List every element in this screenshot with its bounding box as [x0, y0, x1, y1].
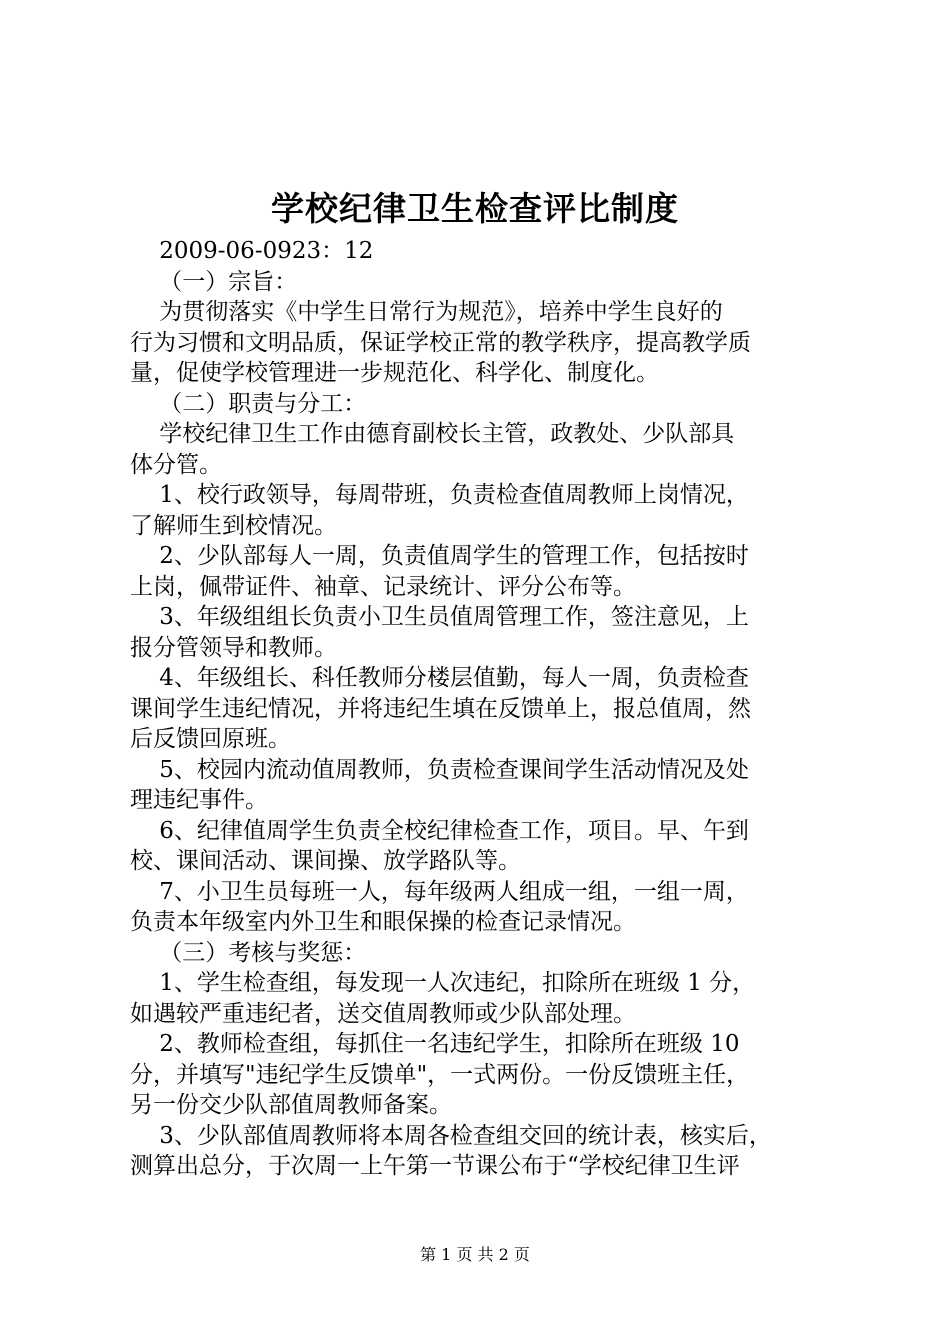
text-line: 4、年级组长、科任教师分楼层值勤，每人一周，负责检查: [130, 665, 749, 691]
text-line: 课间学生违纪情况，并将违纪生填在反馈单上，报总值周，然: [130, 695, 751, 722]
text-line: 理违纪事件。: [130, 787, 268, 813]
text-line: 2、教师检查组，每抓住一名违纪学生，扣除所在班级 10: [130, 1031, 740, 1057]
text-line: 测算出总分，于次周一上午第一节课公布于“学校纪律卫生评: [130, 1153, 740, 1179]
text-line: 1、校行政领导，每周带班，负责检查值周教师上岗情况，: [130, 482, 749, 508]
text-line: 3、年级组组长负责小卫生员值周管理工作，签注意见，上: [130, 604, 749, 630]
text-line: 负责本年级室内外卫生和眼保操的检查记录情况。: [130, 909, 636, 935]
text-line: （三）考核与奖惩：: [130, 939, 367, 966]
text-line: （一）宗旨：: [130, 268, 298, 295]
text-line: 另一份交少队部值周教师备案。: [130, 1092, 452, 1118]
text-line: 5、校园内流动值周教师，负责检查课间学生活动情况及处: [130, 756, 749, 783]
text-line: （二）职责与分工：: [130, 390, 367, 417]
document-title: 学校纪律卫生检查评比制度: [271, 189, 679, 228]
text-line: 2009-06-0923：12: [130, 238, 374, 264]
text-line: 学校纪律卫生工作由德育副校长主管，政教处、少队部具: [130, 421, 735, 447]
text-line: 6、纪律值周学生负责全校纪律检查工作，项目。早、午到: [130, 817, 749, 844]
text-line: 了解师生到校情况。: [130, 512, 337, 539]
text-line: 后反馈回原班。: [130, 726, 291, 752]
text-line: 分，并填写"违纪学生反馈单"，一式两份。一份反馈班主任，: [130, 1061, 750, 1088]
text-line: 如遇较严重违纪者，送交值周教师或少队部处理。: [130, 1000, 636, 1027]
text-line: 7、小卫生员每班一人，每年级两人组成一组，一组一周，: [130, 878, 749, 905]
text-line: 1、学生检查组，每发现一人次违纪，扣除所在班级 1 分，: [130, 970, 756, 996]
text-line: 量，促使学校管理进一步规范化、科学化、制度化。: [130, 360, 659, 386]
text-line: 为贯彻落实《中学生日常行为规范》，培养中学生良好的: [130, 299, 723, 325]
text-line: 上岗，佩带证件、袖章、记录统计、评分公布等。: [130, 573, 636, 600]
text-line: 2、少队部每人一周，负责值周学生的管理工作，包括按时: [130, 543, 749, 569]
text-line: 报分管领导和教师。: [130, 634, 337, 661]
text-line: 校、课间活动、课间操、放学路队等。: [130, 848, 521, 874]
text-line: 3、少队部值周教师将本周各检查组交回的统计表，核实后，: [130, 1122, 772, 1149]
text-line: 行为习惯和文明品质，保证学校正常的教学秩序，提高教学质: [130, 329, 751, 356]
page-footer: 第 1 页 共 2 页: [420, 1245, 530, 1264]
text-line: 体分管。: [130, 451, 222, 478]
document-body: [130, 236, 832, 1182]
